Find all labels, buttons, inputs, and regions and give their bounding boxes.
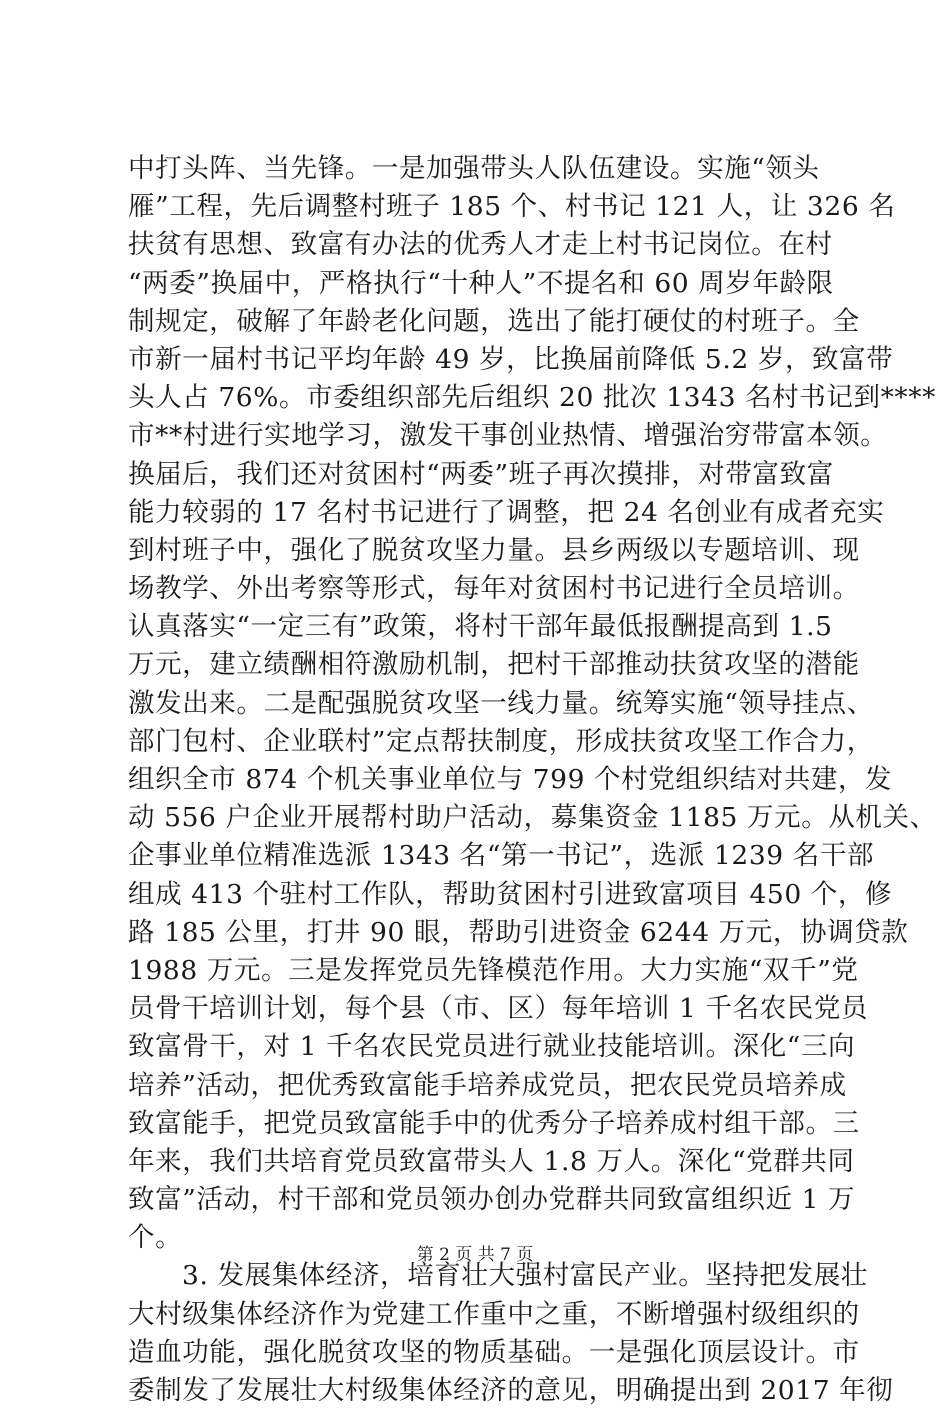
text-line: 换届后，我们还对贫困村“两委”班子再次摸排，对带富致富 (128, 458, 834, 490)
text-line: 万元，建立绩酬相符激励机制，把村干部推动扶贫攻坚的潜能 (128, 649, 860, 681)
text-line: 扶贫有思想、致富有办法的优秀人才走上村书记岗位。在村 (128, 229, 833, 261)
body-text (128, 150, 937, 1410)
text-line: 个。 (128, 1222, 183, 1254)
text-line: 市**村进行实地学习，激发干事创业热情、增强治穷带富本领。 (128, 420, 888, 452)
text-line: 动 556 户企业开展帮村助户活动，募集资金 1185 万元。从机关、 (128, 802, 937, 834)
text-line: 1988 万元。三是发挥党员先锋模范作用。大力实施“双千”党 (128, 954, 859, 986)
text-line: 激发出来。二是配强脱贫攻坚一线力量。统筹实施“领导挂点、 (128, 687, 874, 719)
text-line: 路 185 公里，打井 90 眼，帮助引进资金 6244 万元，协调贷款 (128, 916, 909, 948)
text-line: 雁”工程，先后调整村班子 185 个、村书记 121 人，让 326 名 (128, 191, 896, 223)
text-line: 头人占 76%。市委组织部先后组织 20 批次 1343 名村书记到**** (128, 382, 936, 414)
section-heading-line: 3. 发展集体经济，培育壮大强村富民产业。坚持把发展壮 (182, 1260, 868, 1292)
text-line: 市新一届村书记平均年龄 49 岁，比换届前降低 5.2 岁，致富带 (128, 343, 894, 375)
text-line: 组成 413 个驻村工作队，帮助贫困村引进致富项目 450 个，修 (128, 878, 893, 910)
text-line: 大村级集体经济作为党建工作重中之重，不断增强村级组织的 (128, 1298, 860, 1330)
text-line: 场教学、外出考察等形式，每年对贫困村书记进行全员培训。 (128, 573, 860, 605)
text-line: 部门包村、企业联村”定点帮扶制度，形成扶贫攻坚工作合力， (128, 725, 874, 757)
text-line: 企事业单位精准选派 1343 名“第一书记”，选派 1239 名干部 (128, 840, 875, 872)
text-line: 到村班子中，强化了脱贫攻坚力量。县乡两级以专题培训、现 (128, 534, 860, 566)
text-line: 造血功能，强化脱贫攻坚的物质基础。一是强化顶层设计。市 (128, 1336, 860, 1368)
text-line: 年来，我们共培育党员致富带头人 1.8 万人。深化“党群共同 (128, 1145, 855, 1177)
text-line: 致富骨干，对 1 千名农民党员进行就业技能培训。深化“三向 (128, 1031, 856, 1063)
text-line: 认真落实“一定三有”政策，将村干部年最低报酬提高到 1.5 (128, 611, 833, 643)
text-line: 能力较弱的 17 名村书记进行了调整，把 24 名创业有成者充实 (128, 496, 885, 528)
text-line: 中打头阵、当先锋。一是加强带头人队伍建设。实施“领头 (128, 153, 820, 184)
text-line: 致富能手，把党员致富能手中的优秀分子培养成村组干部。三 (128, 1107, 860, 1139)
text-line: 组织全市 874 个机关事业单位与 799 个村党组织结对共建，发 (128, 764, 893, 795)
page-footer: 第 2 页 共 7 页 (416, 1245, 534, 1265)
text-line: “两委”换届中，严格执行“十种人”不提名和 60 周岁年龄限 (128, 267, 834, 299)
text-line: 员骨干培训计划，每个县（市、区）每年培训 1 千名农民党员 (128, 993, 869, 1025)
text-line: 致富”活动，村干部和党员领办创办党群共同致富组织近 1 万 (128, 1184, 856, 1216)
text-line: 培养”活动，把优秀致富能手培养成党员，把农民党员培养成 (128, 1069, 847, 1101)
text-line: 制规定，破解了年龄老化问题，选出了能打硬仗的村班子。全 (128, 305, 860, 337)
text-line: 委制发了发展壮大村级集体经济的意见，明确提出到 2017 年彻 (128, 1375, 894, 1406)
